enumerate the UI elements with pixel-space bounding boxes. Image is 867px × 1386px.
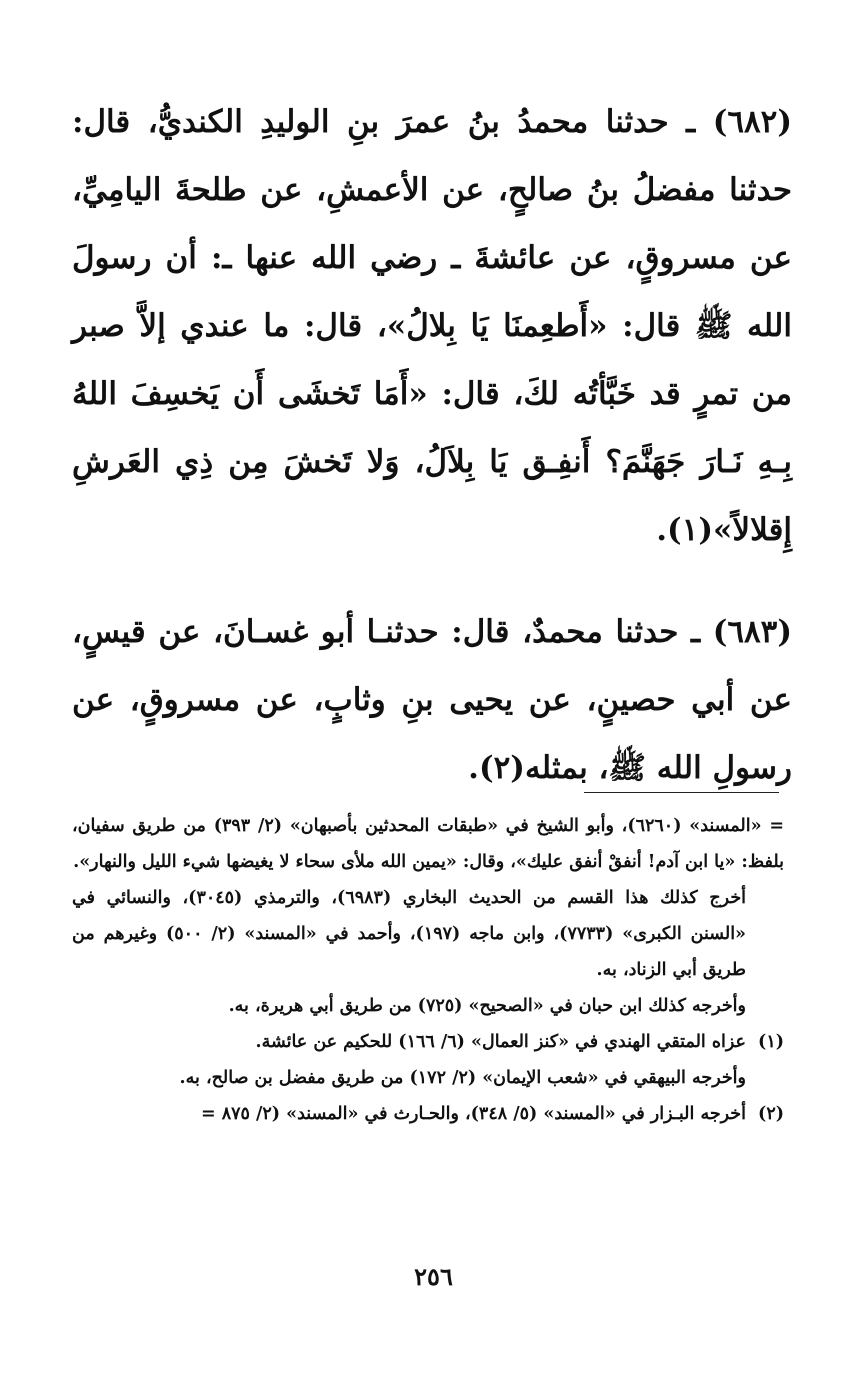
footnote-marker: (١) bbox=[758, 1032, 784, 1052]
footnote-paragraph: وأخرجه البيهقي في «شعب الإيمان» (٢/ ١٧٢) من طريق مفضل بن صالح، به. bbox=[179, 1068, 746, 1088]
footnote-text: عزاه المتقي الهندي في «كنز العمال» (٦/ ١٦٦) للحكيم عن عائشة. bbox=[255, 1032, 746, 1052]
footnote-divider bbox=[584, 792, 779, 793]
footnote-1 bbox=[72, 1024, 784, 1060]
hadith-682: (٦٨٢) ـ حدثنا محمدُ بنُ عمرَ بنِ الوليدِ الكنديُّ، قال: حدثنا مفضلُ بنُ صالحٍ، عن الأعمشِ، عن طلحةَ اليامِيِّ، عن مسروقٍ، عن عائشةَ ـ رضي الله عنها ـ: أن رسولَ الله ﷺ قال: «أَطعِمنَا يَا بِلالُ»، قال: ما عندي إلاَّ صبر من تمرٍ قد خَبَّأتُه لكَ، قال: «أَمَا تَخشَى أَن يَخسِفَ اللهُ بِـهِ نَـارَ جَهَنَّمَ؟ أَنفِـق يَا بِلاَلُ، وَلا تَخشَ مِن ذِي العَرشِ إِقلالاً»(١). bbox=[72, 104, 792, 548]
hadith-683: (٦٨٣) ـ حدثنا محمدٌ، قال: حدثنـا أبو غسـانَ، عن قيسٍ، عن أبي حصينٍ، عن يحيى بنِ وثابٍ، عن مسروقٍ، عن رسولِ الله ﷺ، بمثله(٢). bbox=[72, 614, 792, 786]
footnote-marker: (٢) bbox=[758, 1104, 784, 1124]
footnote-paragraph: وأخرجه كذلك ابن حبان في «الصحيح» (٧٢٥) من طريق أبي هريرة، به. bbox=[228, 996, 746, 1016]
footnote-text: أخرجه البـزار في «المسند» (٥/ ٣٤٨)، والحـارث في «المسند» (٢/ ٨٧٥ = bbox=[200, 1104, 746, 1124]
footnote-2 bbox=[72, 1096, 784, 1132]
footnote-paragraph: أخرج كذلك هذا القسم من الحديث البخاري (٦٩٨٣)، والترمذي (٣٠٤٥)، والنسائي في «السنن الكبرى» (٧٧٣٣)، وابن ماجه (١٩٧)، وأحمد في «المسند» (٢/ ٥٠٠) وغيرهم من طريق أبي الزناد، به. bbox=[72, 888, 746, 980]
footnotes bbox=[72, 808, 784, 1132]
footnote-carryover: = «المسند» (٦٢٦٠)، وأبو الشيخ في «طبقات المحدثين بأصبهان» (٢/ ٣٩٣) من طريق سفيان، بلفظ: «يا ابن آدم! أنفقْ أنفق عليك»، وقال: «يمين الله ملأى سحاء لا يغيضها شيء الليل والنهار». bbox=[72, 816, 784, 872]
main-text bbox=[72, 88, 792, 802]
page-number: ٢٥٦ bbox=[414, 1262, 453, 1291]
